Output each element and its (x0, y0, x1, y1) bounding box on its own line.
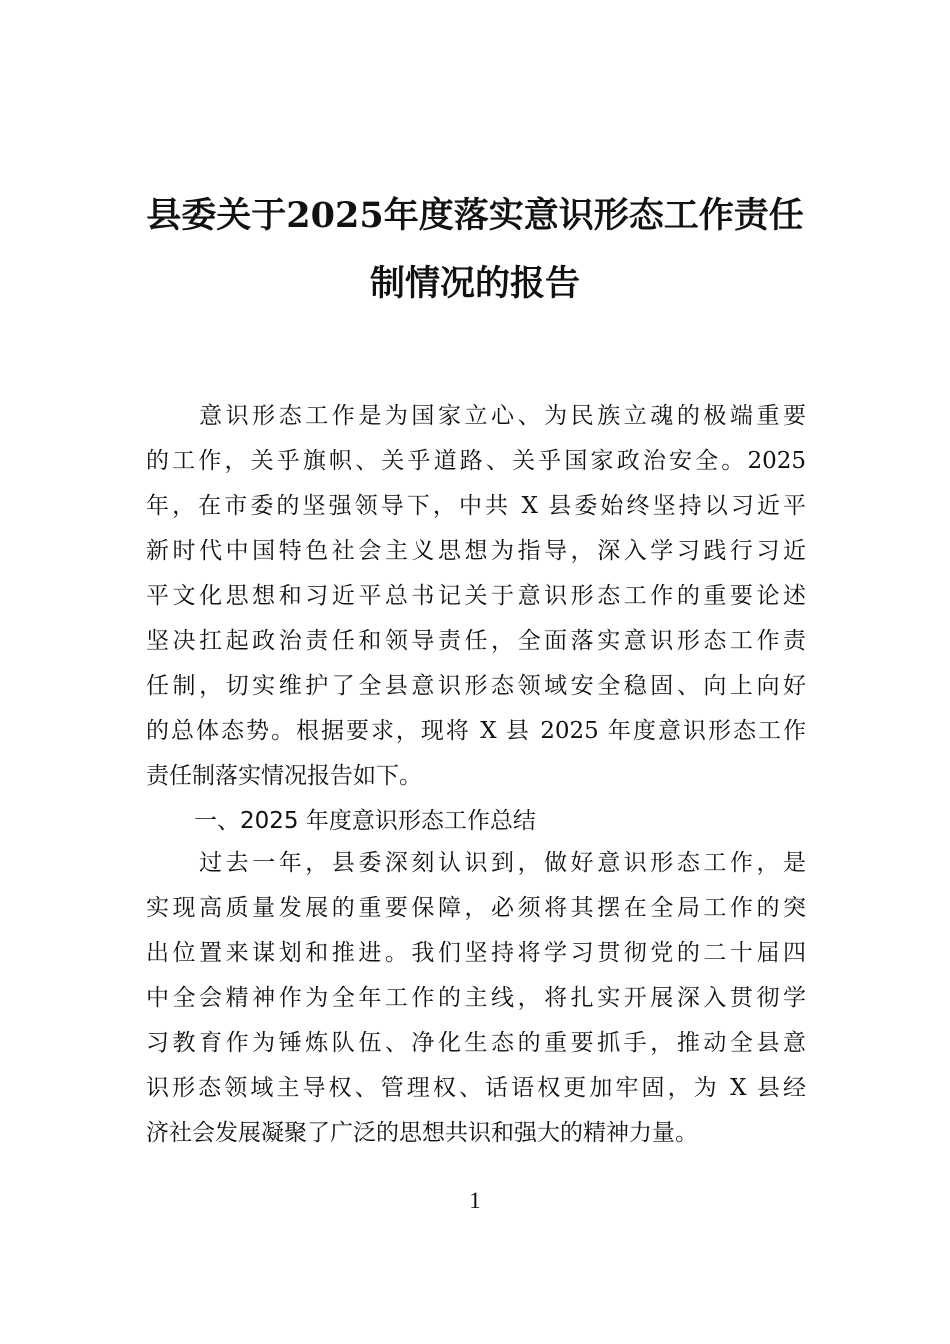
page-number: 1 (469, 1188, 481, 1213)
paragraph-summary (146, 841, 806, 1156)
paragraph-line: 过去一年，县委深刻认识到，做好意识形态工作，是 (146, 850, 806, 876)
paragraph-line: 中全会精神作为全年工作的主线，将扎实开展深入贯彻学 (146, 985, 806, 1011)
paragraph-line: 责任制落实情况报告如下。 (146, 763, 422, 789)
paragraph-line: 出位置来谋划和推进。我们坚持将学习贯彻党的二十届四 (146, 940, 806, 966)
paragraph-intro (146, 394, 806, 799)
paragraph-line: 识形态领域主导权、管理权、话语权更加牢固，为 X 县经 (146, 1075, 806, 1101)
paragraph-line: 新时代中国特色社会主义思想为指导，深入学习践行习近 (146, 538, 806, 564)
section-heading: 一、2025 年度意识形态工作总结 (194, 808, 536, 834)
document-title-line-1: 县委关于2025年度落实意识形态工作责任 (146, 195, 804, 236)
paragraph-line: 济社会发展凝聚了广泛的思想共识和强大的精神力量。 (146, 1120, 698, 1146)
paragraph-line: 坚决扛起政治责任和领导责任，全面落实意识形态工作责 (146, 628, 806, 654)
document-title-line-2: 制情况的报告 (369, 263, 580, 304)
paragraph-line: 平文化思想和习近平总书记关于意识形态工作的重要论述 (146, 583, 806, 609)
paragraph-line: 的总体态势。根据要求，现将 X 县 2025 年度意识形态工作 (146, 718, 806, 744)
paragraph-line: 意识形态工作是为国家立心、为民族立魂的极端重要 (146, 403, 806, 429)
paragraph-line: 的工作，关乎旗帜、关乎道路、关乎国家政治安全。2025 (146, 448, 806, 474)
paragraph-line: 习教育作为锤炼队伍、净化生态的重要抓手，推动全县意 (146, 1030, 806, 1056)
paragraph-line: 年，在市委的坚强领导下，中共 X 县委始终坚持以习近平 (146, 493, 806, 519)
paragraph-line: 任制，切实维护了全县意识形态领域安全稳固、向上向好 (146, 673, 806, 699)
paragraph-line: 实现高质量发展的重要保障，必须将其摆在全局工作的突 (146, 895, 806, 921)
